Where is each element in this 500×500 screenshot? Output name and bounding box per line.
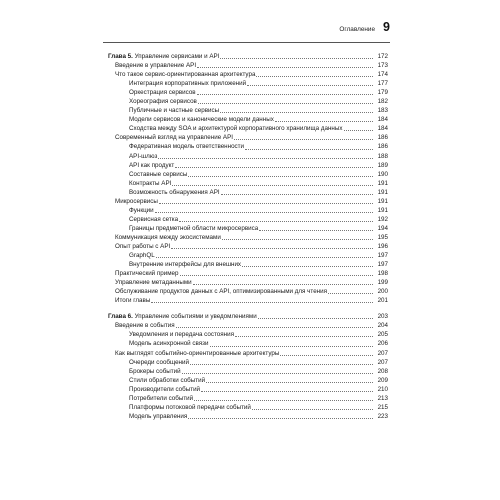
toc-page-number: 194 — [377, 224, 388, 232]
dot-leader — [234, 138, 373, 140]
dot-leader — [328, 292, 373, 294]
toc-page-number: 186 — [377, 134, 388, 142]
toc-page-number: 191 — [377, 188, 388, 196]
toc-entry[interactable] — [108, 269, 388, 278]
dot-leader — [252, 408, 373, 410]
toc-entry[interactable] — [108, 197, 388, 206]
dot-leader — [155, 211, 373, 213]
toc-entry-title: Хореография сервисов — [129, 98, 197, 106]
dot-leader — [188, 417, 373, 419]
toc-entry[interactable] — [108, 106, 388, 115]
toc-entry-title: Итоги главы — [115, 297, 151, 305]
toc-entry-title: Опыт работы с API — [115, 242, 171, 250]
toc-entry[interactable] — [108, 339, 388, 348]
toc-entry[interactable] — [108, 215, 388, 224]
running-title: Оглавление — [339, 26, 376, 33]
toc-entry[interactable] — [108, 242, 388, 251]
toc-entry-title: Потребители событий — [129, 394, 194, 402]
toc-page-number: 191 — [377, 197, 388, 205]
toc-entry-title: Публичные и частные сервисы — [129, 107, 220, 115]
chapter-label: Глава 5. — [108, 53, 133, 60]
toc-entry[interactable] — [108, 278, 388, 287]
toc-page-number: 199 — [377, 279, 388, 287]
toc-entry[interactable] — [108, 251, 388, 260]
dot-leader — [220, 57, 373, 59]
dot-leader — [171, 247, 373, 249]
toc-page-number: 210 — [377, 385, 388, 393]
toc-entry-title: Внутренние интерфейсы для внешних — [129, 261, 242, 269]
dot-leader — [206, 381, 373, 383]
dot-leader — [222, 238, 373, 240]
dot-leader — [245, 148, 373, 150]
toc-entry[interactable] — [108, 403, 388, 412]
dot-leader — [193, 283, 373, 285]
toc-entry-title: Федеративная модель ответственности — [129, 143, 245, 151]
toc-entry-title: Функции — [129, 206, 154, 214]
toc-entry-title: Модель управления — [129, 412, 188, 420]
toc-entry[interactable] — [108, 115, 388, 124]
toc-entry[interactable] — [108, 88, 388, 97]
dot-leader — [159, 202, 373, 204]
toc-entry[interactable] — [108, 394, 388, 403]
dot-leader — [197, 93, 373, 95]
toc-entry-title: Что такое сервис-ориентированная архитектура — [115, 71, 256, 79]
toc-page-number: 213 — [377, 394, 388, 402]
dot-leader — [194, 399, 373, 401]
toc-entry-title: Введение в события — [115, 322, 175, 330]
toc-page-number: 200 — [377, 288, 388, 296]
toc-entry-title: Модели сервисов и канонические модели данных — [129, 116, 274, 124]
dot-leader — [198, 102, 373, 104]
toc-entry[interactable] — [108, 385, 388, 394]
dot-leader — [280, 354, 373, 356]
table-of-contents — [108, 52, 388, 421]
toc-page-number: 195 — [377, 233, 388, 241]
dot-leader — [275, 120, 373, 122]
toc-page-number: 173 — [377, 62, 388, 70]
toc-chapter-entry[interactable] — [108, 52, 388, 61]
toc-page-number: 207 — [377, 349, 388, 357]
toc-page-number: 209 — [377, 376, 388, 384]
toc-entry[interactable] — [108, 133, 388, 142]
toc-entry-title: Оркестрация сервисов — [129, 89, 196, 97]
toc-page-number: 189 — [377, 161, 388, 169]
dot-leader — [180, 274, 373, 276]
toc-page-number: 191 — [377, 206, 388, 214]
toc-entry[interactable] — [108, 170, 388, 179]
toc-entry-title: Платформы потоковой передачи событий — [129, 403, 251, 411]
toc-entry-title: Контракты API — [129, 179, 172, 187]
toc-entry[interactable] — [108, 224, 388, 233]
dot-leader — [210, 345, 373, 347]
toc-entry[interactable] — [108, 287, 388, 296]
toc-page-number: 179 — [377, 89, 388, 97]
toc-entry-title: Сходства между SOA и архитектурой корпоративного хранилища данных — [129, 125, 343, 133]
dot-leader — [188, 175, 373, 177]
toc-entry[interactable] — [108, 188, 388, 197]
toc-page-number: 197 — [377, 252, 388, 260]
toc-entry-title: Границы предметной области микросервиса — [129, 224, 259, 232]
toc-page-number: 184 — [377, 125, 388, 133]
toc-entry[interactable] — [108, 358, 388, 367]
chapter-label: Глава 6. — [108, 313, 133, 321]
toc-entry[interactable] — [108, 367, 388, 376]
toc-page-number: 223 — [377, 412, 388, 420]
toc-entry[interactable] — [108, 70, 388, 79]
dot-leader — [201, 390, 373, 392]
toc-page-number: 174 — [377, 71, 388, 79]
toc-entry[interactable] — [108, 412, 388, 421]
toc-entry-title: Глава 5. Управление сервисами и API — [108, 53, 220, 60]
toc-page-number: 188 — [377, 152, 388, 160]
toc-entry-title: Модель асинхронной связи — [129, 340, 209, 348]
dot-leader — [221, 193, 373, 195]
toc-entry-title: API как продукт — [129, 161, 175, 169]
toc-entry-title: Уведомления и передача состояния — [129, 331, 234, 339]
toc-entry[interactable] — [108, 161, 388, 170]
toc-entry-title: Практический пример — [115, 270, 179, 278]
toc-chapter-entry[interactable] — [108, 312, 388, 321]
toc-entry-title: Управление метаданными — [115, 279, 192, 287]
toc-page-number: 208 — [377, 367, 388, 375]
toc-entry-title: Введение в управление API — [115, 62, 197, 70]
toc-entry-title: Брокеры событий — [129, 367, 181, 375]
toc-page-number: 198 — [377, 270, 388, 278]
dot-leader — [175, 166, 373, 168]
toc-entry-title: Глава 6. Управление событиями и уведомлениями — [108, 313, 257, 321]
dot-leader — [256, 75, 373, 77]
toc-entry-title: Производители событий — [129, 385, 201, 393]
toc-entry[interactable] — [108, 97, 388, 106]
toc-entry-title: Возможность обнаружения API — [129, 188, 220, 196]
dot-leader — [190, 363, 373, 365]
toc-entry[interactable] — [108, 260, 388, 269]
toc-entry[interactable] — [108, 321, 388, 330]
toc-entry-title: Как выглядят событийно-ориентированные архитектуры — [115, 349, 280, 357]
toc-entry[interactable] — [108, 152, 388, 161]
dot-leader — [156, 256, 373, 258]
toc-entry-title: Современный взгляд на управление API — [115, 134, 233, 142]
toc-entry[interactable] — [108, 349, 388, 358]
toc-entry-title: Стили обработки событий — [129, 376, 206, 384]
toc-entry-title: API-шлюз — [129, 152, 158, 160]
toc-entry-title: Очереди сообщений — [129, 358, 189, 366]
toc-page-number: 190 — [377, 170, 388, 178]
toc-entry[interactable] — [108, 61, 388, 70]
toc-entry-title: Коммуникация между экосистемами — [115, 233, 221, 241]
toc-page-number: 197 — [377, 261, 388, 269]
toc-page-number: 172 — [377, 53, 388, 60]
toc-page-number: 184 — [377, 116, 388, 124]
page-header — [339, 20, 390, 34]
toc-page-number: 206 — [377, 340, 388, 348]
toc-page-number: 192 — [377, 215, 388, 223]
toc-entry-title: Сервисная сетка — [129, 215, 179, 223]
dot-leader — [172, 184, 373, 186]
toc-entry[interactable] — [108, 330, 388, 339]
toc-page-number: 205 — [377, 331, 388, 339]
page-number: 9 — [383, 20, 390, 34]
toc-entry-title: Интеграция корпоративных приложений — [129, 80, 247, 88]
toc-page-number: 182 — [377, 98, 388, 106]
toc-page-number: 183 — [377, 107, 388, 115]
toc-page-number: 204 — [377, 322, 388, 330]
toc-entry[interactable] — [108, 296, 388, 305]
toc-entry-title: Составные сервисы — [129, 170, 188, 178]
toc-entry[interactable] — [108, 233, 388, 242]
toc-entry[interactable] — [108, 376, 388, 385]
header-rule — [103, 42, 390, 43]
toc-entry-title: GraphQL — [129, 252, 155, 260]
dot-leader — [259, 229, 373, 231]
toc-entry-title: Микросервисы — [115, 197, 158, 205]
toc-entry[interactable] — [108, 142, 388, 151]
dot-leader — [176, 326, 373, 328]
toc-page-number: 201 — [377, 297, 388, 305]
dot-leader — [344, 129, 374, 131]
toc-entry[interactable] — [108, 79, 388, 88]
section-gap — [108, 305, 388, 312]
dot-leader — [151, 301, 373, 303]
toc-page-number: 207 — [377, 358, 388, 366]
toc-page-number: 191 — [377, 179, 388, 187]
toc-entry[interactable] — [108, 179, 388, 188]
toc-page-number: 196 — [377, 242, 388, 250]
dot-leader — [242, 265, 373, 267]
dot-leader — [247, 84, 373, 86]
toc-page-number: 215 — [377, 403, 388, 411]
toc-entry[interactable] — [108, 124, 388, 133]
dot-leader — [158, 157, 373, 159]
dot-leader — [235, 335, 373, 337]
toc-page-number: 203 — [377, 313, 388, 321]
dot-leader — [197, 66, 373, 68]
dot-leader — [258, 317, 373, 319]
toc-entry-title: Обслуживание продуктов данных с API, оптимизированными для чтения — [115, 288, 328, 296]
toc-page-number: 186 — [377, 143, 388, 151]
toc-page-number: 177 — [377, 80, 388, 88]
dot-leader — [179, 220, 373, 222]
toc-entry[interactable] — [108, 206, 388, 215]
dot-leader — [220, 111, 373, 113]
dot-leader — [182, 372, 373, 374]
